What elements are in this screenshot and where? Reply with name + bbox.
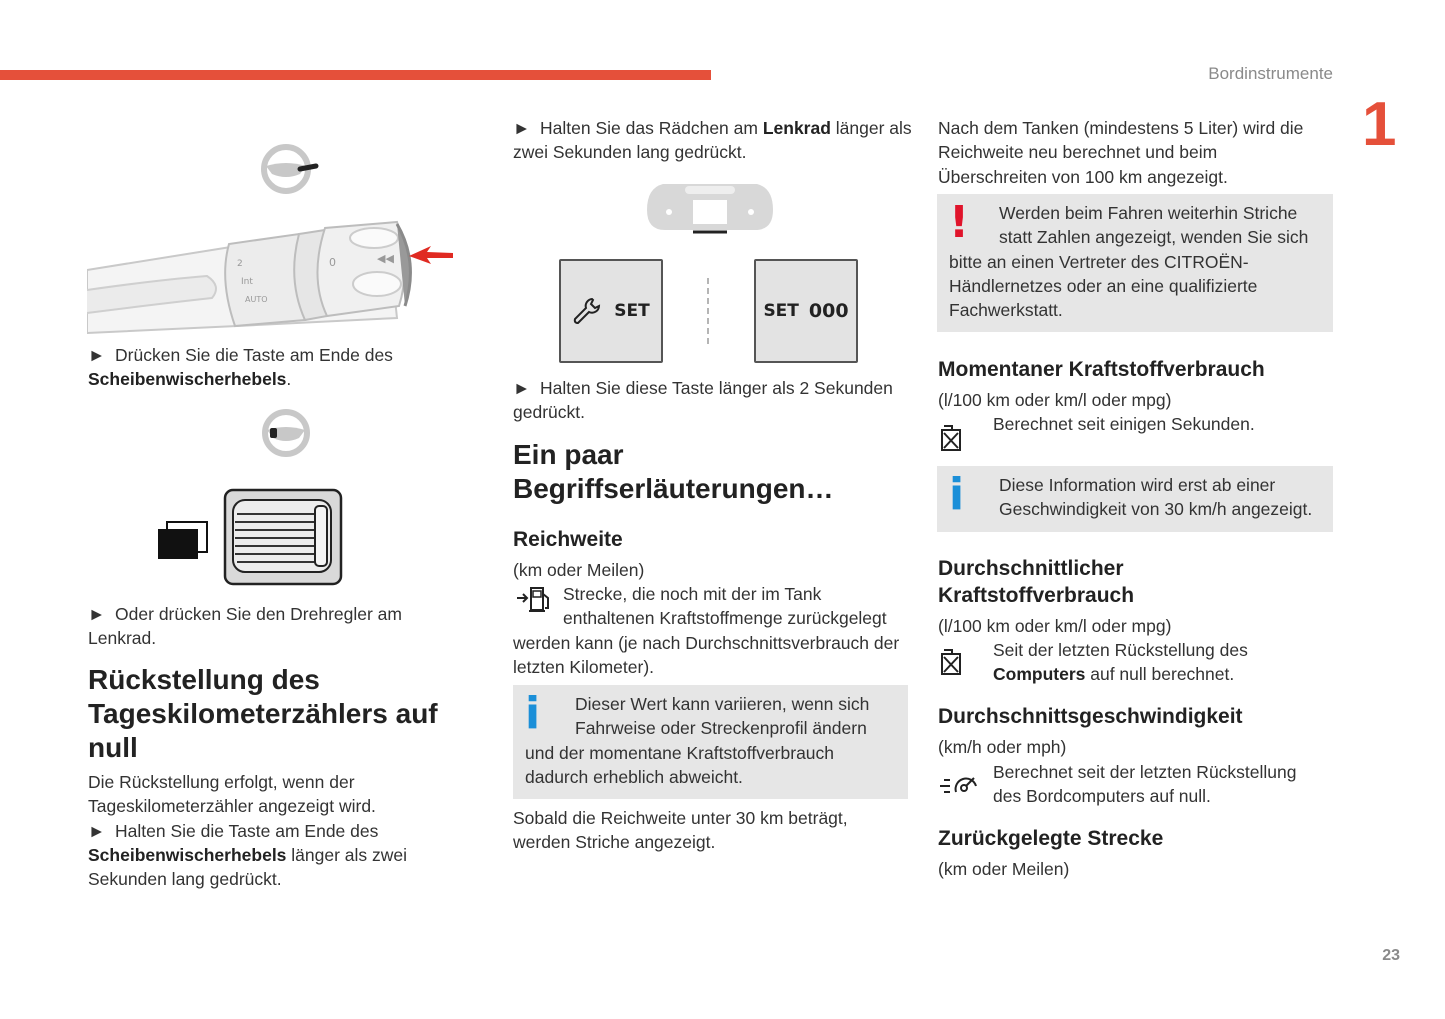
fuel-pump-icon (513, 582, 563, 628)
durchschnitt-desc-block: Seit der letzten Rückstellung des Computers auf null berechnet. (938, 638, 1318, 692)
section-title: Bordinstrumente (1208, 64, 1333, 83)
col1-step1-bold: Scheibenwischerhebels (88, 369, 287, 390)
distance-title: Zurückgelegte Strecke (938, 827, 1164, 850)
thumbwheel-icon (223, 488, 343, 586)
col2-heading: Ein paar Begriffserläuterungen… (513, 439, 834, 504)
svg-text:AUTO: AUTO (245, 295, 268, 304)
warning-box: ! Werden beim Fahren weiterhin Striche statt Zahlen angezeigt, wenden Sie sich bitte an einen Vertreter des CITROËN-Händlernetzes oder an eine qualifizierte Fachwerkstatt. (937, 194, 1333, 332)
col2-step1: ► Halten Sie das Rädchen am Lenkrad länger als zwei Sekunden lang gedrückt. (513, 118, 912, 163)
steering-wheel-icon (258, 406, 314, 458)
col1-heading: Rückstellung des Tageskilometerzählers auf null (88, 664, 438, 763)
speed-unit: (km/h oder mph) (938, 737, 1067, 757)
speedometer-icon (938, 760, 993, 814)
info-box-speed: i Diese Information wird erst ab einer Geschwindigkeit von 30 km/h angezeigt. (937, 466, 1333, 532)
col1-step3-bold: Scheibenwischerhebels (88, 844, 287, 865)
bullet-arrow-icon: ► (513, 118, 541, 138)
wiper-stalk-illustration (87, 218, 457, 338)
set-button-wrench: SET (559, 259, 663, 363)
header-accent-bar (0, 70, 711, 80)
momentan-desc-block: Berechnet seit einigen Sekunden. (938, 412, 1318, 464)
reichweite-title: Reichweite (513, 528, 623, 551)
momentan-unit: (l/100 km oder km/l oder mpg) (938, 390, 1172, 410)
col1-body: Die Rückstellung erfolgt, wenn der Tageskilometerzähler angezeigt wird. ► Halten Sie die Taste am Ende des Scheibenwischerhebels länger als zwei Sekunden lang gedrückt. (88, 772, 408, 890)
screens-icon (158, 521, 206, 559)
bullet-arrow-icon: ► (88, 604, 116, 624)
instrument-cluster-icon (645, 180, 775, 236)
col3-intro: Nach dem Tanken (mindestens 5 Liter) wird die Reichweite neu berechnet und beim Überschreiten von 100 km angezeigt. (938, 118, 1304, 187)
chapter-number: 1 (1362, 90, 1397, 159)
bullet-arrow-icon: ► (88, 820, 116, 841)
set-button-reset: SET 000 (754, 259, 858, 363)
svg-text:◀◀: ◀◀ (377, 252, 394, 265)
page-number: 23 (1382, 947, 1400, 964)
bullet-arrow-icon: ► (513, 378, 541, 398)
fuel-can-icon (938, 638, 993, 692)
svg-text:0: 0 (329, 256, 336, 269)
reichweite-desc-block: Strecke, die noch mit der im Tank enthaltenen Kraftstoffmenge zurückgelegt werden kann (je nach Durchschnittsverbrauch der letzten Kilometer). (513, 584, 900, 677)
bullet-arrow-icon: ► (88, 345, 116, 365)
warning-icon: ! (949, 197, 970, 248)
distance-unit: (km oder Meilen) (938, 859, 1070, 879)
momentan-title: Momentaner Kraftstoffverbrauch (938, 358, 1265, 381)
fuel-can-icon (938, 412, 993, 464)
wrench-icon (572, 296, 602, 326)
col1-intro: Die Rückstellung erfolgt, wenn der Tageskilometerzähler angezeigt wird. (88, 772, 376, 817)
col2-closing: Sobald die Reichweite unter 30 km beträgt, werden Striche angezeigt. (513, 808, 848, 853)
speed-title: Durchschnittsgeschwindigkeit (938, 705, 1243, 728)
col1-step1: ► Drücken Sie die Taste am Ende des Scheibenwischerhebels. (88, 345, 393, 390)
info-box-reichweite: i Dieser Wert kann variieren, wenn sich Fahrweise oder Streckenprofil ändern und der momentane Kraftstoffverbrauch dadurch erheblich abweicht. (513, 685, 908, 799)
col2-step2: ► Halten Sie diese Taste länger als 2 Sekunden gedrückt. (513, 378, 893, 423)
divider (707, 278, 709, 344)
info-icon: i (949, 469, 965, 520)
svg-text:2: 2 (237, 259, 243, 269)
steering-wheel-icon (256, 142, 320, 194)
reichweite-unit: (km oder Meilen) (513, 560, 645, 580)
durchschnitt-unit: (l/100 km oder km/l oder mpg) (938, 616, 1172, 636)
durchschnitt-title: Durchschnittlicher Kraftstoffverbrauch (938, 557, 1135, 607)
info-icon: i (525, 688, 541, 739)
svg-text:Int: Int (241, 277, 253, 287)
col1-step2: ► Oder drücken Sie den Drehregler am Lenkrad. (88, 604, 402, 649)
speed-desc-block: Berechnet seit der letzten Rückstellung des Bordcomputers auf null. (938, 760, 1318, 814)
